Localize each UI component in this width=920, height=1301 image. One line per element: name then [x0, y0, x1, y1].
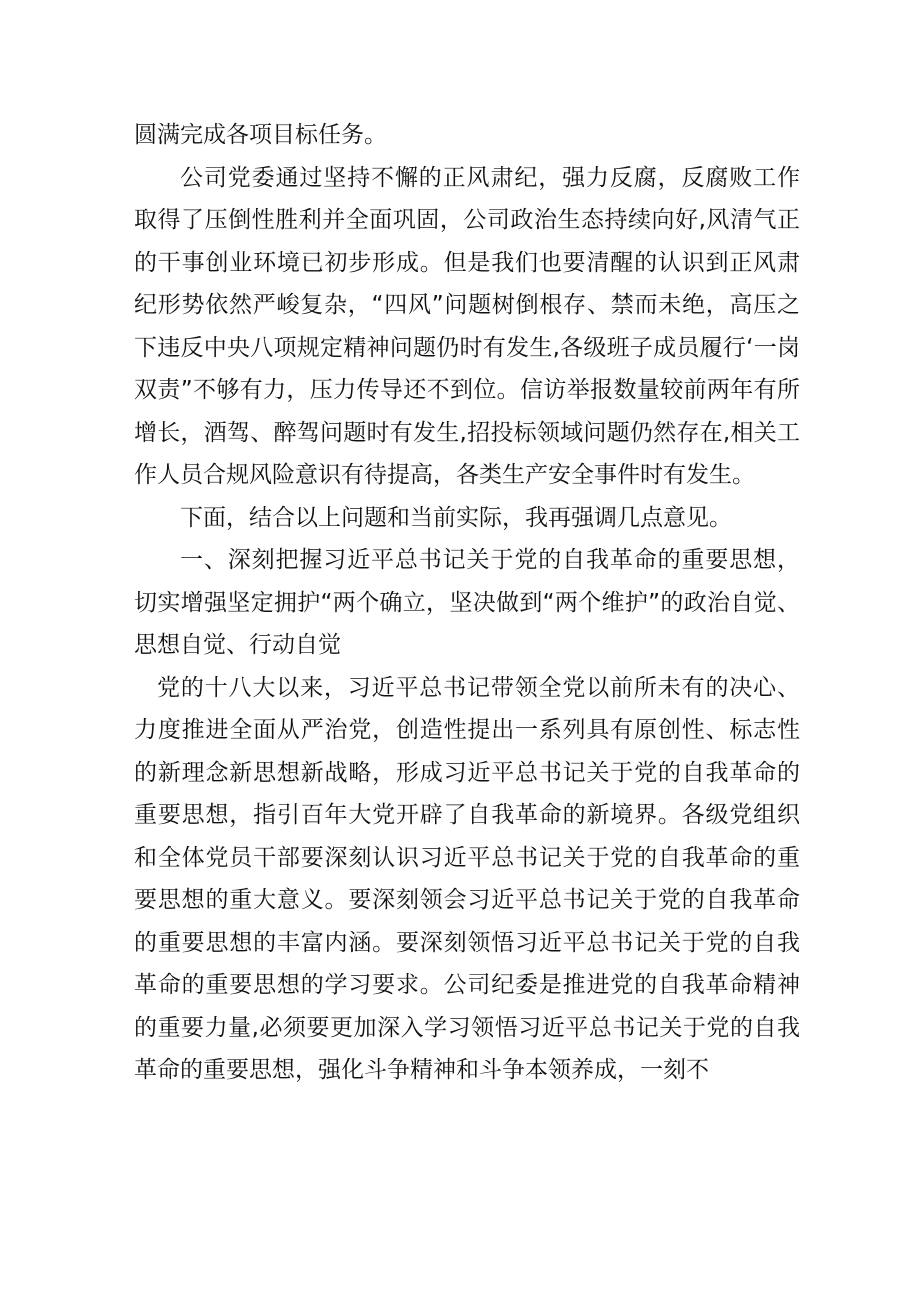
paragraph-continuation: 圆满完成各项目标任务。 — [134, 122, 387, 148]
paragraph-self-revolution: 党的十八大以来，习近平总书记带领全党以前所未有的决心、力度推进全面从严治党，创造性提出一系列具有原创性、标志性的新理念新思想新战略，形成习近平总书记关于党的自我革命的重要思想，指引百年大党开辟了自我革命的新境界。各级党组织和全体党员干部要深刻认识习近平总书记关于党的自我革命的重要思想的重大意义。要深刻领会习近平总书记关于党的自我革命的重要思想的丰富内涵。要深刻领悟习近平总书记关于党的自我革命的重要思想的学习要求。公司纪委是推进党的自我革命精神的重要力量,必须要更加深入学习领悟习近平总书记关于党的自我革命的重要思想，强化斗争精神和斗争本领养成，一刻不 — [134, 674, 800, 1083]
paragraph-transition: 下面，结合以上问题和当前实际，我再强调几点意见。 — [180, 504, 732, 531]
paragraph-party-committee: 公司党委通过坚持不懈的正风肃纪，强力反腐，反腐败工作取得了压倒性胜利并全面巩固，公司政治生态持续向好,风清气正的干事创业环境已初步形成。但是我们也要清醒的认识到正风肃纪形势依然严峻复杂，“四风”问题树倒根存、禁而未绝，高压之下违反中央八项规定精神问题仍时有发生,各级班子成员履行‘一岗双责”不够有力，压力传导还不到位。信访举报数量较前两年有所增长，酒驾、醉驾问题时有发生,招投标领域问题仍然存在,相关工作人员合规风险意识有待提高，各类生产安全事件时有发生。 — [134, 164, 800, 488]
document-body — [134, 114, 800, 1092]
section-heading-one: 一、深刻把握习近平总书记关于党的自我革命的重要思想，切实增强坚定拥护“两个确立，坚决做到“两个维护”的政治自觉、思想自觉、行动自觉 — [134, 547, 800, 658]
